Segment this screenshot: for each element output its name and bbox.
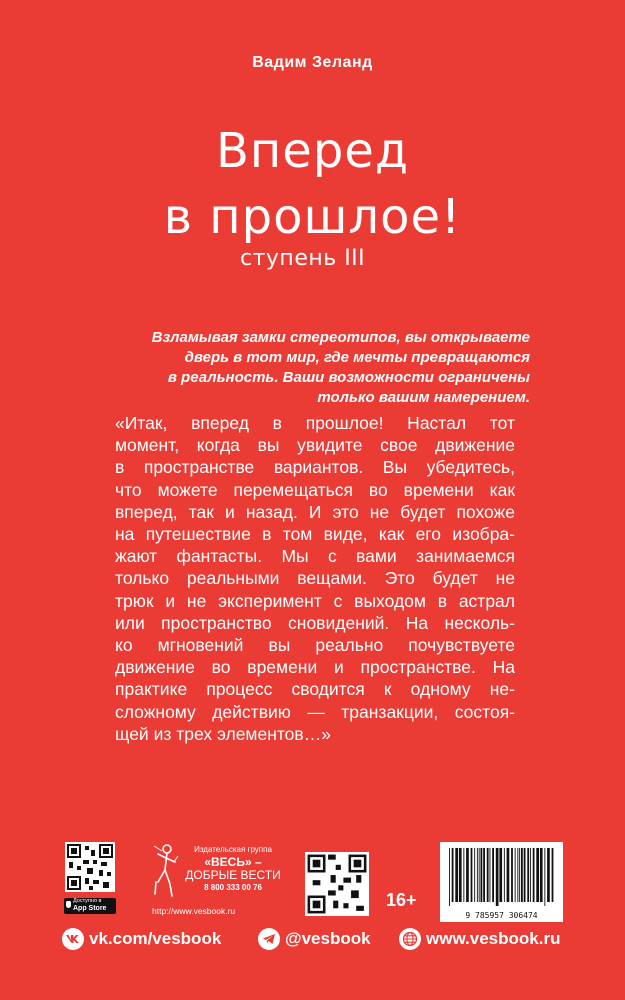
barcode-bar [524,848,526,902]
barcode-bar [463,848,464,902]
publisher-brand: «ВЕСЬ» – [204,855,262,869]
app-qr-code [65,842,115,892]
barcode-bar [507,848,510,902]
barcode-bar [521,848,523,902]
barcode-bar [552,848,554,902]
book-title [0,118,625,250]
barcode-bar [466,848,469,902]
barcode-bar [481,848,483,902]
book-subtitle: ступень III [240,246,366,271]
footer-telegram[interactable] [258,928,371,950]
quote-line: вперед, так и назад. И это не будет похоже [115,501,515,522]
isbn-number: 9 785957 306474 [465,911,538,920]
quote-line: трюк и не эксперимент с выходом в астрал [115,590,515,611]
author-name: Вадим Зеланд [252,54,373,71]
vk-icon [62,928,84,950]
publisher-info [183,845,283,893]
telegram-icon [258,928,280,950]
title-line-2: в прошлое! [163,189,462,245]
apple-icon [66,901,71,908]
barcode-bar [519,848,520,902]
age-rating: 16+ [386,890,417,910]
quote-line: щей из трех элементов…» [115,723,331,744]
barcode-bar [487,848,489,902]
barcode-bar [547,848,550,902]
barcode-bar [479,848,480,902]
barcode-bar [504,848,505,902]
annotation-line: дверь в тот мир, где мечты превращаются [184,349,530,366]
barcode-bar [515,848,516,902]
barcode-bar [492,848,494,902]
title-line-1: Вперед [215,123,410,179]
quote-line: движение во времени и пространстве. На [115,657,515,678]
quote-block [115,412,515,745]
app-store-small-label: Доступно в [73,898,102,904]
barcode-bar [536,848,539,902]
barcode-bar [544,848,545,906]
annotation-line: Взламывая замки стереотипов, вы открываете [151,329,530,346]
quote-line: на путешествие в том виде, как его изобра- [115,524,515,545]
annotation-line: в реальность. Ваши возможности ограничены [167,369,530,386]
barcode-bar [533,848,535,902]
app-store-big-label: App Store [73,905,107,912]
barcode-bar [496,848,499,906]
barcode-bar [540,848,543,902]
quote-line: ко мгновений вы реально почувствуете [115,635,515,656]
quote-line: «Итак, вперед в прошлое! Настал тот [115,413,515,433]
quote-line: в пространстве вариантов. Вы убедитесь, [115,457,515,478]
footer-vk[interactable] [62,928,221,950]
quote-line: сложному действию — транзакции, состоя- [115,701,515,722]
barcode-bar [477,848,478,902]
barcode-bar [459,848,462,902]
quote-line: или пространство сновидений. На несколь- [115,612,515,633]
barcode-bar [517,848,518,902]
barcode-bar [471,848,473,902]
isbn-barcode [440,842,563,922]
barcode-bar [499,848,502,902]
publisher-slogan: ДОБРЫЕ ВЕСТИ [185,868,281,882]
barcode-bar [483,848,485,902]
publisher-url[interactable]: http://www.vesbook.ru [152,906,236,916]
quote-line: что можете перемещаться во времени как [115,479,515,500]
barcode-bar [490,848,491,902]
barcode-bar [474,848,475,902]
annotation [130,328,530,408]
site-qr-code [305,852,369,916]
app-store-badge[interactable] [64,898,116,914]
barcode-bar [511,848,513,902]
barcode-bar [530,848,531,902]
website-link[interactable]: www.vesbook.ru [426,929,561,948]
globe-icon [399,928,421,950]
barcode-bar [452,848,454,902]
quote-line: только реальными вещами. Это будет не [115,568,515,589]
quote-line: момент, когда вы увидите свое движение [115,435,515,456]
barcode-bar [449,848,450,906]
barcode-bar [455,848,458,902]
publisher-phone: 8 800 333 00 76 [204,883,262,892]
vk-link[interactable]: vk.com/vesbook [89,929,222,948]
publisher-group: Издательская группа [194,845,272,854]
footer-website[interactable] [399,928,560,950]
quote-line: жают фантасты. Мы с вами занимаемся [115,546,515,567]
barcode-bars [447,848,557,906]
annotation-line: только вашим намерением. [317,389,530,406]
telegram-link[interactable]: @vesbook [285,929,371,948]
quote-line: практике процесс сводится к одному не- [115,679,515,700]
publisher-logo [150,842,180,914]
barcode-bar [527,848,529,902]
